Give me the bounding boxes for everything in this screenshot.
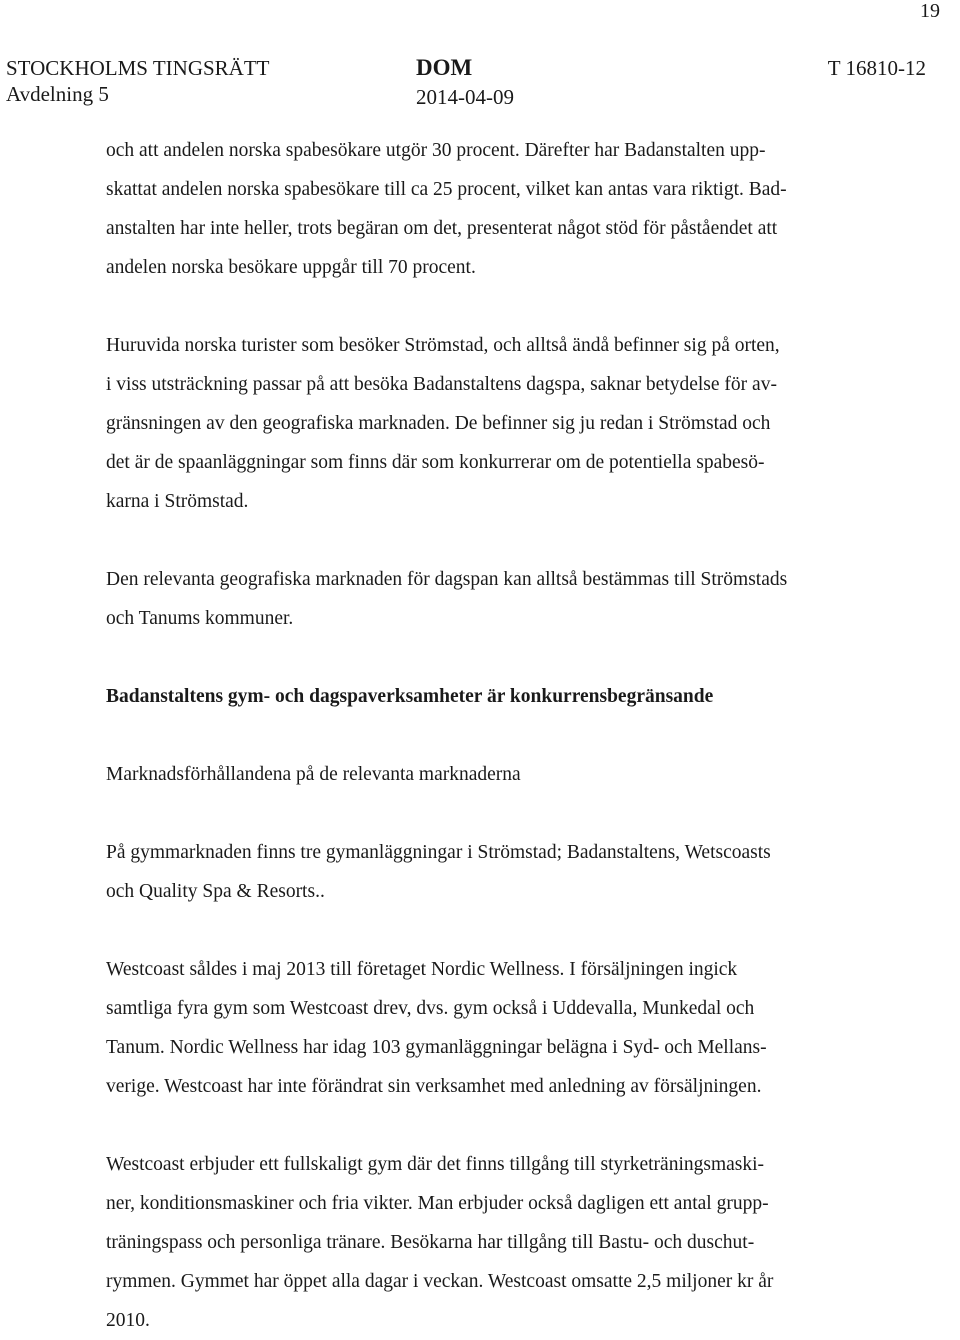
- text-line: På gymmarknaden finns tre gymanläggningar i Strömstad; Badanstaltens, Wetscoasts: [106, 842, 771, 863]
- text-line: och Tanums kommuner.: [106, 608, 294, 629]
- text-line: anstalten har inte heller, trots begäran om det, presenterat något stöd för påståendet att: [106, 218, 778, 239]
- text-line: och att andelen norska spabesökare utgör 30 procent. Därefter har Badanstalten upp-: [106, 140, 766, 161]
- page-number: 19: [920, 0, 940, 22]
- text-line: i viss utsträckning passar på att besöka Badanstaltens dagspa, saknar betydelse för av-: [106, 374, 777, 395]
- text-line: det är de spaanläggningar som finns där som konkurrerar om de potentiella spabesö-: [106, 452, 765, 473]
- text-line: skattat andelen norska spabesökare till ca 25 procent, vilket kan antas vara riktigt. Bad-: [106, 179, 787, 200]
- section-subheading: Marknadsförhållandena på de relevanta marknaderna: [106, 764, 521, 785]
- court-name: STOCKHOLMS TINGSRÄTT: [6, 56, 270, 80]
- court-division: Avdelning 5: [6, 82, 109, 106]
- text-line: och Quality Spa & Resorts..: [106, 881, 325, 902]
- paragraph-4: [106, 833, 896, 911]
- text-line: verige. Westcoast har inte förändrat sin verksamhet med anledning av försäljningen.: [106, 1076, 762, 1097]
- text-line: samtliga fyra gym som Westcoast drev, dvs. gym också i Uddevalla, Munkedal och: [106, 998, 755, 1019]
- document-body: [106, 131, 896, 1340]
- case-number: T 16810-12: [827, 56, 926, 80]
- text-line: Den relevanta geografiska marknaden för dagspan kan alltså bestämmas till Strömstads: [106, 569, 788, 590]
- paragraph-5: [106, 950, 896, 1106]
- paragraph-2: [106, 326, 896, 521]
- text-line: 2010.: [106, 1310, 150, 1331]
- text-line: karna i Strömstad.: [106, 491, 249, 512]
- paragraph-3: [106, 560, 896, 638]
- section-heading: Badanstaltens gym- och dagspaverksamheter är konkurrensbegränsande: [106, 686, 714, 707]
- document-header: [6, 52, 960, 112]
- text-line: Westcoast erbjuder ett fullskaligt gym där det finns tillgång till styrketräningsmaski-: [106, 1154, 765, 1175]
- text-line: rymmen. Gymmet har öppet alla dagar i veckan. Westcoast omsatte 2,5 miljoner kr år: [106, 1271, 774, 1292]
- document-type: DOM: [416, 55, 473, 80]
- text-line: ner, konditionsmaskiner och fria vikter. Man erbjuder också dagligen ett antal grupp-: [106, 1193, 769, 1214]
- text-line: Huruvida norska turister som besöker Strömstad, och alltså ändå befinner sig på orten,: [106, 335, 780, 356]
- text-line: Tanum. Nordic Wellness har idag 103 gymanläggningar belägna i Syd- och Mellans-: [106, 1037, 767, 1058]
- paragraph-1: [106, 131, 896, 287]
- text-line: gränsningen av den geografiska marknaden. De befinner sig ju redan i Strömstad och: [106, 413, 771, 434]
- document-date: 2014-04-09: [416, 85, 514, 109]
- court-info: [6, 55, 270, 107]
- text-line: Westcoast såldes i maj 2013 till företaget Nordic Wellness. I försäljningen ingick: [106, 959, 738, 980]
- paragraph-6: [106, 1145, 896, 1340]
- text-line: träningspass och personliga tränare. Besökarna har tillgång till Bastu- och duschut-: [106, 1232, 755, 1253]
- text-line: andelen norska besökare uppgår till 70 procent.: [106, 257, 476, 278]
